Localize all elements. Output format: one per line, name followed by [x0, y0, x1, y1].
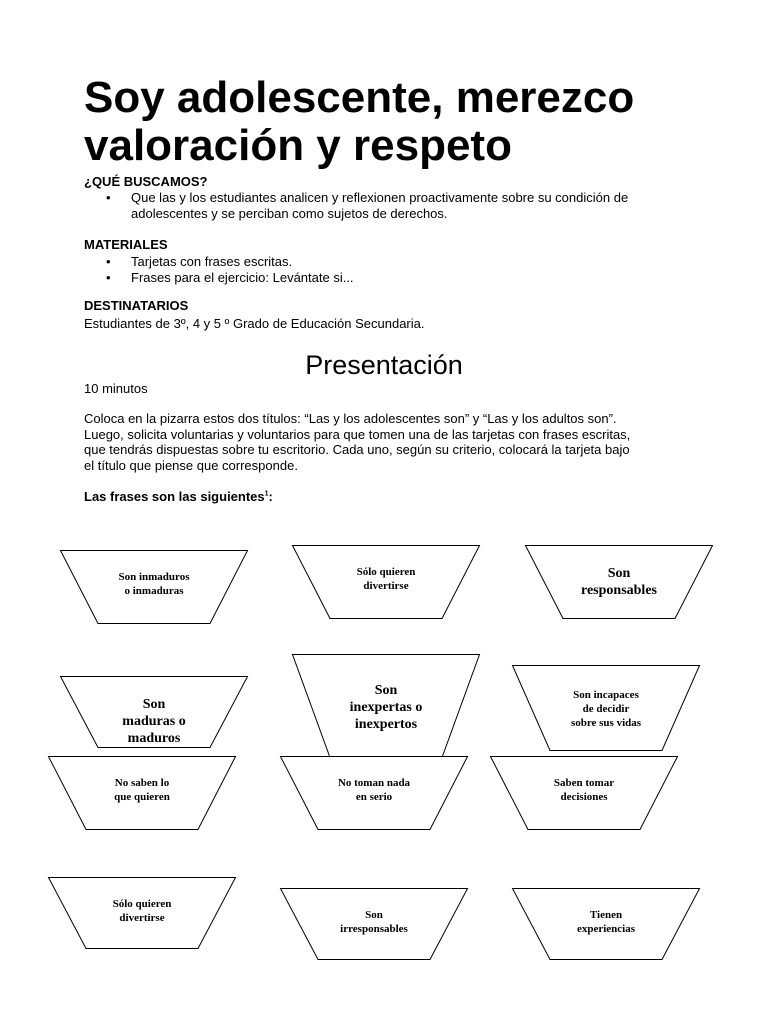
card-text-line: Son inmaduros	[118, 571, 190, 583]
que-buscamos-item-line-1: • Que las y los estudiantes analicen y reflexionen proactivamente sobre su condición de	[131, 190, 629, 205]
phrase-card	[512, 665, 700, 751]
instructions-line-3: que tendrás dispuestas sobre tu escritorio. Cada uno, según su criterio, colocará la tarjeta bajo	[84, 442, 630, 457]
card-text	[60, 696, 248, 747]
card-text-line: inexpertas o	[349, 700, 423, 715]
frases-label-colon: :	[268, 489, 273, 504]
phrase-card	[48, 756, 236, 830]
card-text	[512, 908, 700, 936]
card-text-line: sobre sus vidas	[570, 717, 642, 729]
card-text-line: decisiones	[560, 791, 608, 803]
title-line-1: Soy adolescente, merezco	[84, 73, 635, 122]
card-text	[292, 682, 480, 733]
card-text-line: Son	[374, 683, 398, 698]
que-buscamos-item-line-2: adolescentes y se perciban como sujetos de derechos.	[131, 206, 448, 221]
title-line-2: valoración y respeto	[84, 121, 512, 170]
card-text-line: No saben lo	[114, 777, 170, 789]
footnote-marker: 1	[264, 490, 269, 498]
phrase-card	[60, 550, 248, 624]
card-text	[525, 565, 713, 599]
card-text	[490, 776, 678, 804]
phrase-card	[48, 877, 236, 949]
card-text-line: Tienen	[589, 909, 623, 921]
card-text-line: Sólo quieren	[112, 898, 172, 910]
card-text-line: inexpertos	[354, 717, 418, 732]
card-text-line: Son incapaces	[573, 689, 639, 701]
card-text-line: responsables	[581, 583, 657, 598]
destinatarios-heading: DESTINATARIOS	[84, 298, 189, 313]
que-buscamos-heading: ¿QUÉ BUSCAMOS?	[84, 174, 208, 189]
instructions-line-4: el título que piense que corresponde.	[84, 457, 298, 473]
phrase-card	[280, 888, 468, 960]
card-text-line: Son	[365, 909, 383, 921]
phrase-card	[292, 545, 480, 619]
card-text-line: Sólo quieren	[356, 566, 416, 578]
materiales-item-1: • Tarjetas con frases escritas.	[84, 254, 354, 270]
que-buscamos-list	[84, 190, 628, 222]
card-text-line: No toman nada	[337, 777, 411, 789]
materiales-heading: MATERIALES	[84, 237, 168, 252]
card-text-line: en serio	[355, 791, 393, 803]
phrase-card	[280, 756, 468, 830]
destinatarios-text: Estudiantes de 3º, 4 y 5 º Grado de Educación Secundaria.	[84, 316, 425, 331]
card-text	[48, 776, 236, 804]
frases-label-text: Las frases son las siguientes	[84, 489, 265, 504]
card-text-line: divertirse	[363, 580, 409, 592]
card-text-line: divertirse	[119, 912, 165, 924]
card-text	[280, 776, 468, 804]
materiales-list	[84, 254, 354, 286]
phrase-card	[60, 676, 248, 748]
phrase-card	[292, 654, 480, 758]
card-text	[292, 565, 480, 593]
card-text-line: Son	[607, 566, 631, 581]
instructions-line-1: Coloca en la pizarra estos dos títulos: “Las y los adolescentes son” y “Las y los adultos son”.	[84, 411, 617, 426]
que-buscamos-item	[84, 190, 628, 222]
card-text-line: que quieren	[114, 791, 170, 803]
phrase-card	[512, 888, 700, 960]
card-text-line: Saben tomar	[553, 777, 615, 789]
card-text	[512, 688, 700, 730]
card-text-line: Son	[142, 697, 166, 712]
card-text-line: maduros	[127, 731, 181, 746]
card-text	[280, 908, 468, 936]
phrase-card	[490, 756, 678, 830]
materiales-item-2: • Frases para el ejercicio: Levántate si...	[84, 270, 354, 286]
card-text	[48, 897, 236, 925]
duration-text: 10 minutos	[84, 381, 148, 396]
presentacion-heading: Presentación	[305, 350, 463, 380]
card-text	[60, 570, 248, 598]
card-text-line: maduras o	[122, 714, 186, 729]
card-text-line: irresponsables	[340, 923, 408, 935]
card-text-line: experiencias	[576, 923, 636, 935]
frases-label	[84, 489, 273, 504]
page-title	[84, 74, 704, 170]
card-text-line: de decidir	[582, 703, 630, 715]
phrase-card	[525, 545, 713, 619]
card-text-line: o inmaduras	[124, 585, 184, 597]
instructions-paragraph	[84, 411, 630, 473]
instructions-line-2: Luego, solicita voluntarias y voluntarios para que tomen una de las tarjetas con frases escritas,	[84, 426, 631, 442]
